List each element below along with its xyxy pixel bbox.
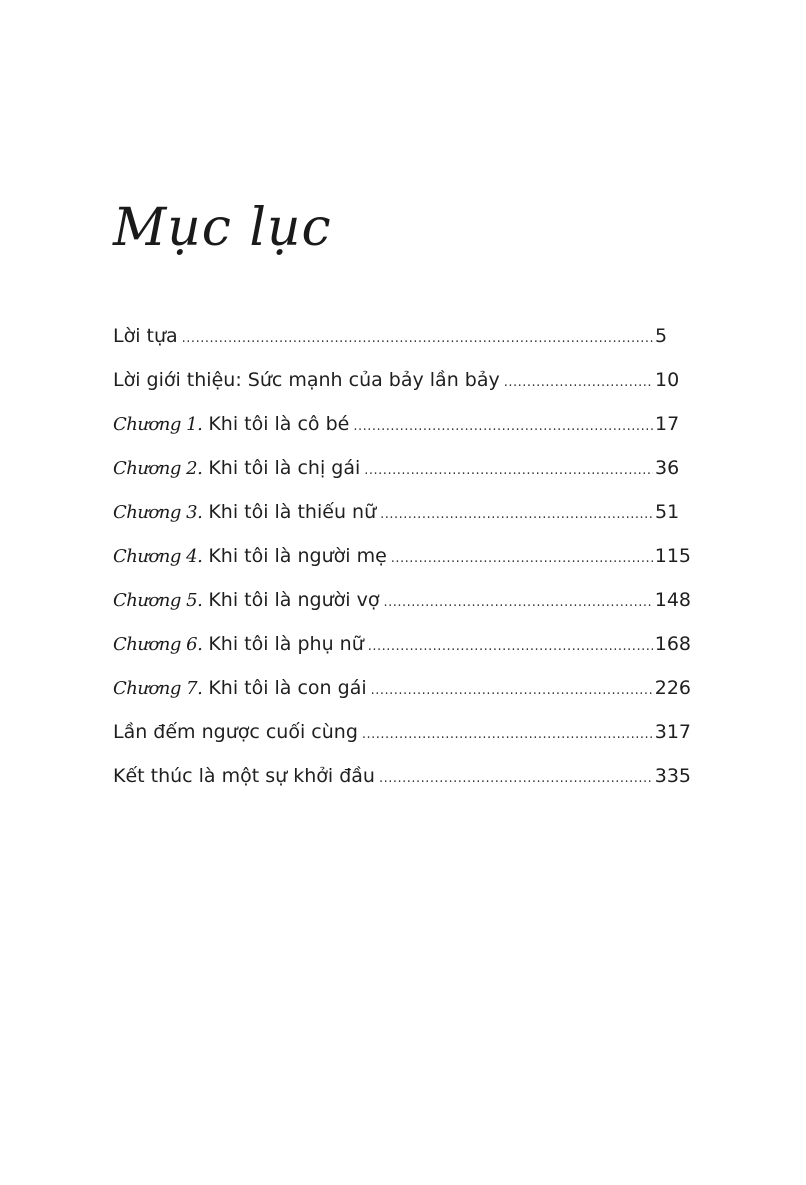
toc-entry[interactable] [113, 452, 691, 496]
toc-entry[interactable] [113, 496, 691, 540]
toc-entry-page: 5 [655, 325, 668, 347]
table-of-contents [113, 320, 691, 804]
toc-entry-title: Lời tựa [113, 325, 178, 347]
toc-entry-title: Khi tôi là chị gái [208, 457, 361, 479]
toc-entry[interactable] [113, 672, 691, 716]
toc-entry-page: 226 [654, 677, 691, 699]
toc-entry-page: 168 [654, 633, 691, 655]
toc-entry[interactable] [113, 716, 691, 760]
toc-entry[interactable] [113, 760, 691, 804]
chapter-number: Chương 2. [113, 458, 203, 479]
dot-leader [353, 411, 653, 443]
toc-entry-title: Khi tôi là thiếu nữ [208, 501, 377, 523]
dot-leader [383, 587, 652, 619]
toc-entry[interactable] [113, 540, 691, 584]
dot-leader [182, 323, 653, 355]
toc-entry-title: Khi tôi là cô bé [208, 413, 350, 435]
toc-entry[interactable] [113, 364, 691, 408]
toc-entry-page: 10 [655, 369, 680, 391]
dot-leader [364, 455, 653, 487]
toc-entry[interactable] [113, 408, 691, 452]
toc-entry-page: 51 [655, 501, 680, 523]
dot-leader [504, 367, 653, 399]
dot-leader [362, 719, 653, 751]
toc-entry-page: 317 [654, 721, 691, 743]
toc-entry-title: Lần đếm ngược cuối cùng [113, 721, 358, 743]
dot-leader [379, 763, 653, 795]
chapter-number: Chương 7. [113, 678, 203, 699]
toc-entry-title: Khi tôi là người mẹ [208, 545, 387, 567]
dot-leader [380, 499, 653, 531]
toc-entry-title: Lời giới thiệu: Sức mạnh của bảy lần bảy [113, 369, 500, 391]
toc-entry[interactable] [113, 628, 691, 672]
page-title: Mục lục [113, 198, 332, 258]
chapter-number: Chương 6. [113, 634, 203, 655]
toc-entry-page: 17 [655, 413, 680, 435]
dot-leader [391, 543, 653, 575]
toc-entry-page: 115 [654, 545, 691, 567]
chapter-number: Chương 4. [113, 546, 203, 567]
chapter-number: Chương 1. [113, 414, 203, 435]
toc-entry[interactable] [113, 584, 691, 628]
toc-entry-page: 335 [654, 765, 691, 787]
dot-leader [368, 631, 653, 663]
toc-entry-title: Kết thúc là một sự khởi đầu [113, 765, 375, 787]
toc-entry[interactable] [113, 320, 691, 364]
toc-entry-title: Khi tôi là phụ nữ [208, 633, 364, 655]
toc-entry-title: Khi tôi là con gái [208, 677, 367, 699]
toc-entry-title: Khi tôi là người vợ [208, 589, 380, 611]
chapter-number: Chương 3. [113, 502, 203, 523]
chapter-number: Chương 5. [113, 590, 203, 611]
dot-leader [371, 675, 653, 707]
toc-entry-page: 148 [654, 589, 691, 611]
toc-entry-page: 36 [655, 457, 680, 479]
